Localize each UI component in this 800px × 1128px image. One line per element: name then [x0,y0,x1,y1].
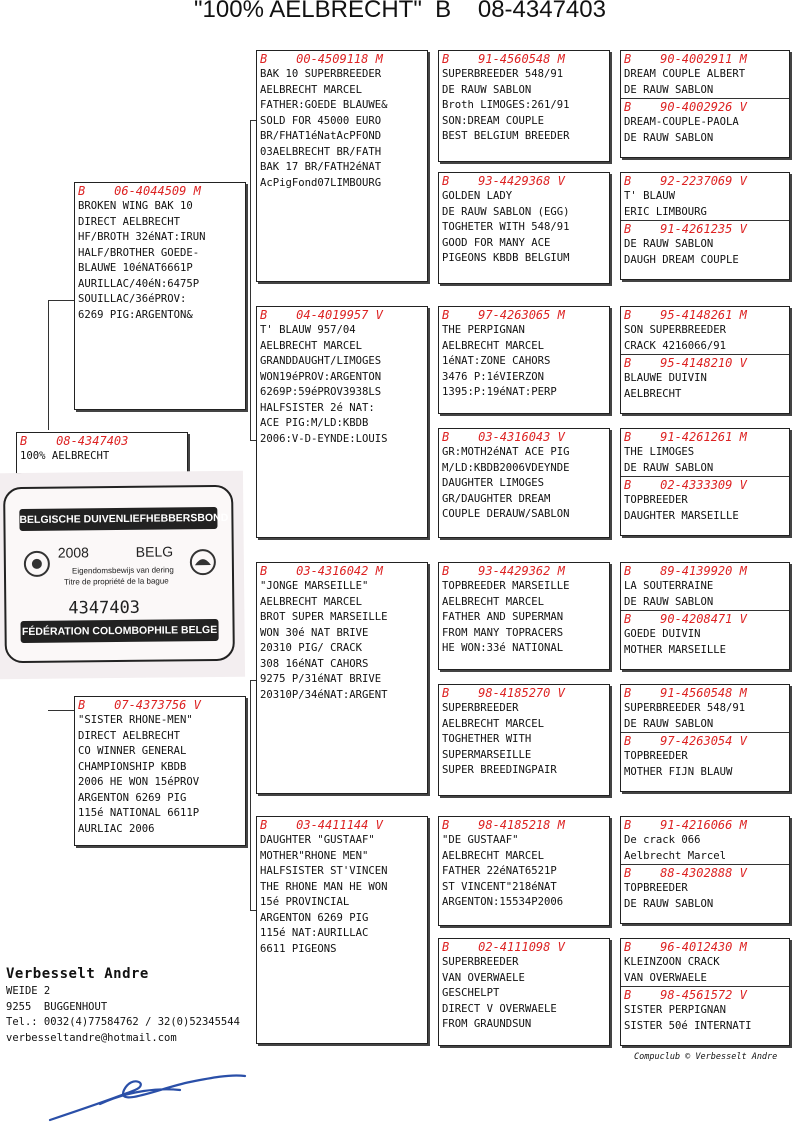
connector-line [250,680,251,910]
ring-number: B 02-4111098 V [442,940,565,954]
pigeon-line: M/LD:KBDB2006VDEYNDE [442,461,570,474]
ring-number: B 00-4509118 M [260,52,383,66]
pigeon-line: De crack 066 [624,834,701,846]
pigeon-line: 15é PROVINCIAL [260,896,350,908]
pigeon-line: TOPBREEDER [624,494,688,506]
ring-number: B 98-4185218 M [442,818,565,832]
ring-card-note-fr: Titre de propriété de la bague [64,576,169,587]
pigeon-line: HF/BROTH 32éNAT:IRUN [78,231,206,243]
pigeon-line: SON SUPERBREEDER [624,324,727,336]
pigeon-line: DE RAUW SABLON [624,83,714,96]
ancestor-pair-box [620,306,790,414]
ring-number: B 06-4044509 M [78,184,201,198]
ring-number: B 91-4216066 M [624,818,747,832]
ring-card-number: 4347403 [68,597,141,619]
ring-number: B 89-4139920 M [624,564,747,578]
pigeon-line: AELBRECHT MARCEL [260,595,363,608]
pigeon-line: BAK 10 SUPERBREEDER [260,68,382,80]
father-box [74,182,246,410]
pigeon-line: MOTHER"RHONE MEN" [260,849,369,862]
seal-icon [22,549,52,579]
pigeon-line: DE RAUW SABLON [624,131,714,144]
ring-number: B 90-4208471 V [621,610,789,627]
pigeon-line: AcPigFond07LIMBOURG [260,176,382,189]
pigeon-line: AELBRECHT MARCEL [442,595,545,608]
pigeon-line: TOGHETHER WITH [442,733,532,745]
great-grandparent-box [438,816,610,926]
pigeon-line: ARGENTON 6269 PIG [78,791,187,804]
ring-card-bottom-band: FÉDÉRATION COLOMBOPHILE BELGE [20,619,218,643]
page-title: "100% AELBRECHT" B 08-4347403 [194,0,606,23]
ring-number: B 88-4302888 V [621,864,789,881]
ancestor-pair-box [620,428,790,536]
ring-number: B 92-2237069 V [624,174,747,188]
pigeon-line: ARGENTON 6269 PIG [260,911,369,924]
pigeon-line: FATHER:GOEDE BLAUWE& [260,99,388,111]
mother-box [74,696,246,846]
pigeon-line: GR:MOTH2éNAT ACE PIG [442,446,570,458]
pigeon-line: 1éNAT:ZONE CAHORS [442,355,551,367]
pigeon-line: VAN OVERWAELE [624,971,707,984]
pigeon-line: 03AELBRECHT BR/FATH [260,145,382,158]
ring-number: B 90-4002911 M [624,52,747,66]
pigeon-line: DREAM COUPLE ALBERT [624,68,746,80]
pigeon-line: AELBRECHT MARCEL [442,849,545,862]
pigeon-line: "DE GUSTAAF" [442,834,519,846]
pigeon-line: Aelbrecht Marcel [624,849,727,862]
connector-line [48,300,76,301]
pigeon-line: 2006 HE WON 15éPROV [78,776,200,788]
pigeon-line: CHAMPIONSHIP KBDB [78,760,187,773]
pigeon-line: GESCHELPT [442,987,500,999]
pigeon-line: 20310 PIG/ CRACK [260,642,363,654]
pigeon-line: LA SOUTERRAINE [624,580,714,592]
ancestor-pair-box [620,938,790,1046]
pigeon-line: DIRECT V OVERWAELE [442,1002,557,1015]
pigeon-line: SUPER BREEDINGPAIR [442,764,557,776]
pigeon-line: SOLD FOR 45000 EURO [260,114,382,127]
pigeon-line: GRANDDAUGHT/LIMOGES [260,355,382,367]
pigeon-line: DREAM-COUPLE-PAOLA [624,116,739,128]
owner-name: Verbesselt Andre [6,966,149,982]
ancestor-pair-box [620,816,790,924]
pigeon-line: DE RAUW SABLON [624,595,714,608]
pigeon-line: SUPERMARSEILLE [442,748,532,761]
pigeon-line: DE RAUW SABLON [624,717,714,730]
pigeon-line: ST VINCENT"218éNAT [442,880,557,893]
ring-number: B 97-4263054 V [621,732,789,749]
pigeon-line: DE RAUW SABLON (EGG) [442,205,570,218]
pigeon-line: SISTER PERPIGNAN [624,1004,727,1016]
emblem-icon [188,547,218,577]
pigeon-line: AELBRECHT [624,387,682,400]
great-grandparent-box [438,306,610,414]
pigeon-line: MOTHER MARSEILLE [624,643,727,656]
owner-email[interactable]: verbesseltandre@hotmail.com [6,1031,177,1044]
pigeon-line: ERIC LIMBOURG [624,205,707,218]
pigeon-line: DE RAUW SABLON [624,238,714,250]
pigeon-line: AURILLAC/40éN:6475P [78,277,200,290]
pigeon-line: SUPERBREEDER [442,956,519,968]
pigeon-line: TOPBREEDER [624,750,688,762]
owner-address-line: 9255 BUGGENHOUT [6,1000,108,1013]
ring-card-country: BELG [135,543,174,560]
pigeon-line: BR/FHAT1éNatAcPFOND [260,130,382,142]
great-grandparent-box [438,684,610,796]
pigeon-line: BROT SUPER MARSEILLE [260,611,388,623]
pigeon-line: CO WINNER GENERAL [78,745,187,757]
great-grandparent-box [438,428,610,538]
ring-number: B 07-4373756 V [78,698,201,712]
pigeon-line: DIRECT AELBRECHT [78,729,181,742]
ring-number: B 98-4561572 V [621,986,789,1003]
pigeon-line: CRACK 4216066/91 [624,339,727,352]
pigeon-line: "SISTER RHONE-MEN" [78,714,193,726]
great-grandparent-box [438,50,610,162]
pigeon-line: ARGENTON:15534P2006 [442,896,564,908]
pigeon-line: SOUILLAC/36éPROV: [78,293,187,305]
pigeon-line: KLEINZOON CRACK [624,956,720,968]
pigeon-line: DAUGHTER "GUSTAAF" [260,834,375,846]
ring-number: B 03-4316043 V [442,430,565,444]
pigeon-line: SUPERBREEDER [442,702,519,714]
pigeon-line: AELBRECHT MARCEL [260,339,363,352]
connector-line [48,710,76,711]
pigeon-line: DAUGHTER LIMOGES [442,477,545,489]
pigeon-line: BROKEN WING BAK 10 [78,200,193,212]
pigeon-line: AURLIAC 2006 [78,822,155,835]
connector-line [250,120,251,440]
pigeon-line: 3476 P:1éVIERZON [442,370,545,383]
pigeon-line: FATHER AND SUPERMAN [442,611,564,623]
ring-number: B 93-4429362 M [442,564,565,578]
pigeon-line: T' BLAUW 957/04 [260,324,356,336]
pigeon-line: HALFSISTER 2é NAT: [260,401,375,414]
pigeon-line: WON 30é NAT BRIVE [260,626,369,639]
pigeon-line: DAUGH DREAM COUPLE [624,253,739,266]
ancestor-pair-box [620,562,790,670]
owner-address-line: WEIDE 2 [6,985,51,997]
pigeon-line: 100% AELBRECHT [20,450,110,462]
grandparent-box [256,816,428,1044]
pigeon-line: BLAUWE DUIVIN [624,372,707,384]
great-grandparent-box [438,938,610,1046]
pigeon-line: PIGEONS KBDB BELGIUM [442,252,570,264]
ancestor-pair-box [620,50,790,158]
pigeon-line: VAN OVERWAELE [442,971,525,984]
pigeon-line: DAUGHTER MARSEILLE [624,509,739,522]
pigeon-line: 115é NAT:AURILLAC [260,927,369,939]
ring-number: B 91-4261261 M [624,430,747,444]
pigeon-line: 6611 PIGEONS [260,942,337,955]
ring-number: B 03-4411144 V [260,818,383,832]
ancestor-pair-box [620,172,790,280]
ring-number: B 91-4261235 V [621,220,789,237]
ancestor-pair-box [620,684,790,792]
ring-card-top-band: BELGISCHE DUIVENLIEFHEBBERSBOND [19,507,217,531]
pigeon-line: 20310P/34éNAT:ARGENT [260,688,388,701]
pigeon-line: THE RHONE MAN HE WON [260,880,388,893]
pigeon-line: TOGHETER WITH 548/91 [442,221,570,233]
pigeon-line: TOPBREEDER [624,882,688,894]
pigeon-line: DE RAUW SABLON [624,461,714,474]
ring-number: B 03-4316042 M [260,564,383,578]
pigeon-line: 9275 P/31éNAT BRIVE [260,673,382,685]
pigeon-line: DIRECT AELBRECHT [78,215,181,228]
pigeon-line: 1395:P:19éNAT:PERP [442,386,557,398]
pigeon-line: AELBRECHT MARCEL [260,83,363,96]
pigeon-line: FROM MANY TOPRACERS [442,626,564,639]
pigeon-line: DE RAUW SABLON [442,83,532,96]
ring-number: B 04-4019957 V [260,308,383,322]
pigeon-line: AELBRECHT MARCEL [442,339,545,352]
pigeon-line: 6269P:59éPROV3938LS [260,386,382,398]
pigeon-line: 6269 PIG:ARGENTON& [78,308,193,321]
ring-number: B 93-4429368 V [442,174,565,188]
ring-number: B 98-4185270 V [442,686,565,700]
ring-number: B 95-4148261 M [624,308,747,322]
pigeon-line: AELBRECHT MARCEL [442,717,545,730]
pigeon-line: TOPBREEDER MARSEILLE [442,580,570,592]
pigeon-line: Broth LIMOGES:261/91 [442,99,570,111]
connector-line [48,300,49,430]
ring-card-frame [3,485,235,663]
pigeon-line: ACE PIG:M/LD:KBDB [260,417,369,429]
great-grandparent-box [438,562,610,670]
ring-number: B 95-4148210 V [621,354,789,371]
pigeon-line: SISTER 50é INTERNATI [624,1019,752,1032]
owner-contact [6,964,240,1046]
owner-phone: Tel.: 0032(4)77584762 / 32(0)52345544 [6,1016,240,1028]
pigeon-line: GR/DAUGHTER DREAM [442,492,551,505]
pigeon-line: 115é NATIONAL 6611P [78,807,200,819]
pigeon-line: HALFSISTER ST'VINCEN [260,865,388,877]
pigeon-line: 2006:V-D-EYNDE:LOUIS [260,432,388,445]
pigeon-line: SUPERBREEDER 548/91 [442,68,564,80]
pigeon-line: "JONGE MARSEILLE" [260,580,369,592]
pigeon-line: THE LIMOGES [624,446,695,458]
pigeon-line: DE RAUW SABLON [624,897,714,910]
ring-number: B 91-4560548 M [624,686,747,700]
ring-card [0,471,245,680]
pigeon-line: MOTHER FIJN BLAUW [624,765,733,778]
pigeon-line: THE PERPIGNAN [442,324,525,336]
pigeon-line: HE WON:33é NATIONAL [442,642,564,654]
ring-card-year: 2008 [57,544,90,561]
pigeon-line: GOLDEN LADY [442,190,513,202]
ring-number: B 96-4012430 M [624,940,747,954]
pigeon-line: SON:DREAM COUPLE [442,114,545,127]
pigeon-line: BLAUWE 10éNAT6661P [78,262,193,274]
ring-number: B 90-4002926 V [621,98,789,115]
pigeon-line: COUPLE DERAUW/SABLON [442,508,570,520]
pigeon-line: FROM GRAUNDSUN [442,1018,532,1030]
ring-number: B 08-4347403 [20,434,129,448]
pigeon-line: GOOD FOR MANY ACE [442,236,551,249]
pigeon-line: FATHER 22éNAT6521P [442,865,557,877]
pigeon-line: GOEDE DUIVIN [624,628,701,640]
pigeon-line: 308 16éNAT CAHORS [260,657,369,670]
pigeon-line: SUPERBREEDER 548/91 [624,702,746,714]
pigeon-line: HALF/BROTHER GOEDE- [78,246,200,259]
pigeon-line: T' BLAUW [624,190,676,202]
subject-pigeon-box [16,432,188,474]
great-grandparent-box [438,172,610,284]
ring-number: B 02-4333309 V [621,476,789,493]
pigeon-line: BAK 17 BR/FATH2éNAT [260,161,382,173]
grandparent-box [256,562,428,794]
grandparent-box [256,50,428,282]
pigeon-line: BEST BELGIUM BREEDER [442,130,570,142]
ring-number: B 91-4560548 M [442,52,565,66]
signature [40,1060,260,1128]
grandparent-box [256,306,428,538]
ring-card-note-nl: Eigendomsbewijs van dering [71,565,174,576]
pigeon-line: WON19éPROV:ARGENTON [260,370,382,383]
footer-credit: Compuclub © Verbesselt Andre [634,1052,778,1062]
ring-number: B 97-4263065 M [442,308,565,322]
